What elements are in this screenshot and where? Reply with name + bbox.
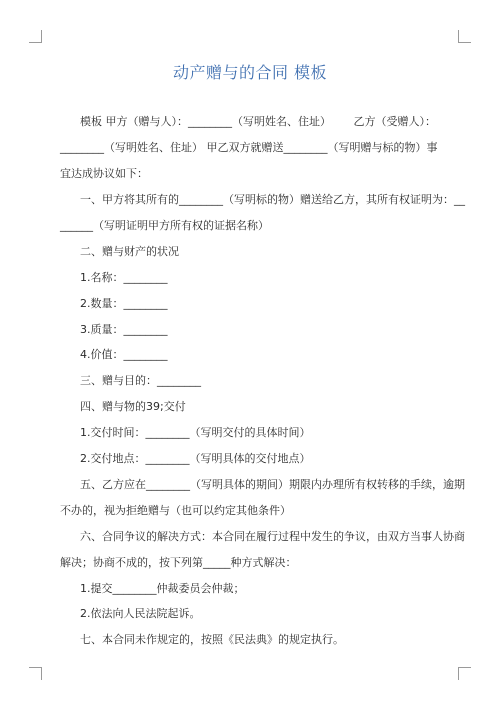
- list-item: 3.质量：________: [80, 323, 168, 336]
- clause-heading-6: 六、合同争议的解决方式：本合同在履行过程中发生的争议，由双方当事人协商: [80, 530, 465, 543]
- clause-heading-4: 四、赠与物的39;交付: [80, 400, 186, 413]
- clause-heading-2: 二、赠与财产的状况: [80, 245, 179, 258]
- clause-heading-5: 五、乙方应在________（写明具体的期间）期限内办理所有权转移的手续，逾期: [80, 478, 465, 491]
- party-line: 模板 甲方（赠与人）：________（写明姓名、住址）: [80, 115, 331, 128]
- paragraph-line: ______（写明证明甲方所有权的证据名称）: [60, 219, 269, 232]
- crop-mark-bottom-left: [29, 667, 42, 680]
- document-title: 动产赠与的合同 模板: [172, 63, 328, 82]
- list-item: 2.交付地点：________（写明具体的交付地点）: [80, 452, 311, 465]
- list-item: 1.提交________仲裁委员会仲裁；: [80, 582, 245, 595]
- clause-heading-7: 七、本合同未作规定的，按照《民法典》的规定执行。: [80, 633, 344, 646]
- paragraph-line: 解决；协商不成的，按下列第_____种方式解决：: [60, 556, 297, 569]
- clause-heading-3: 三、赠与目的：________: [80, 374, 201, 387]
- crop-mark-bottom-right: [458, 667, 471, 680]
- list-item: 1.名称：________: [80, 271, 168, 284]
- paragraph-line: ________（写明姓名、住址） 甲乙双方就赠送________（写明赠与标的物）事: [60, 141, 438, 154]
- list-item: 4.价值：________: [80, 348, 168, 361]
- clause-heading-1: 一、甲方将其所有的________（写明标的物）赠送给乙方，其所有权证明为：__: [80, 193, 465, 206]
- party-b-label: 乙方（受赠人）：: [353, 115, 436, 128]
- crop-mark-top-left: [29, 30, 42, 43]
- list-item: 1.交付时间：________（写明交付的具体时间）: [80, 426, 311, 439]
- list-item: 2.数量：________: [80, 297, 168, 310]
- paragraph-line: 宜达成协议如下：: [60, 167, 148, 180]
- list-item: 2.依法向人民法院起诉。: [80, 607, 201, 620]
- paragraph-line: 不办的，视为拒绝赠与（也可以约定其他条件）: [60, 504, 291, 517]
- crop-mark-top-right: [458, 30, 471, 43]
